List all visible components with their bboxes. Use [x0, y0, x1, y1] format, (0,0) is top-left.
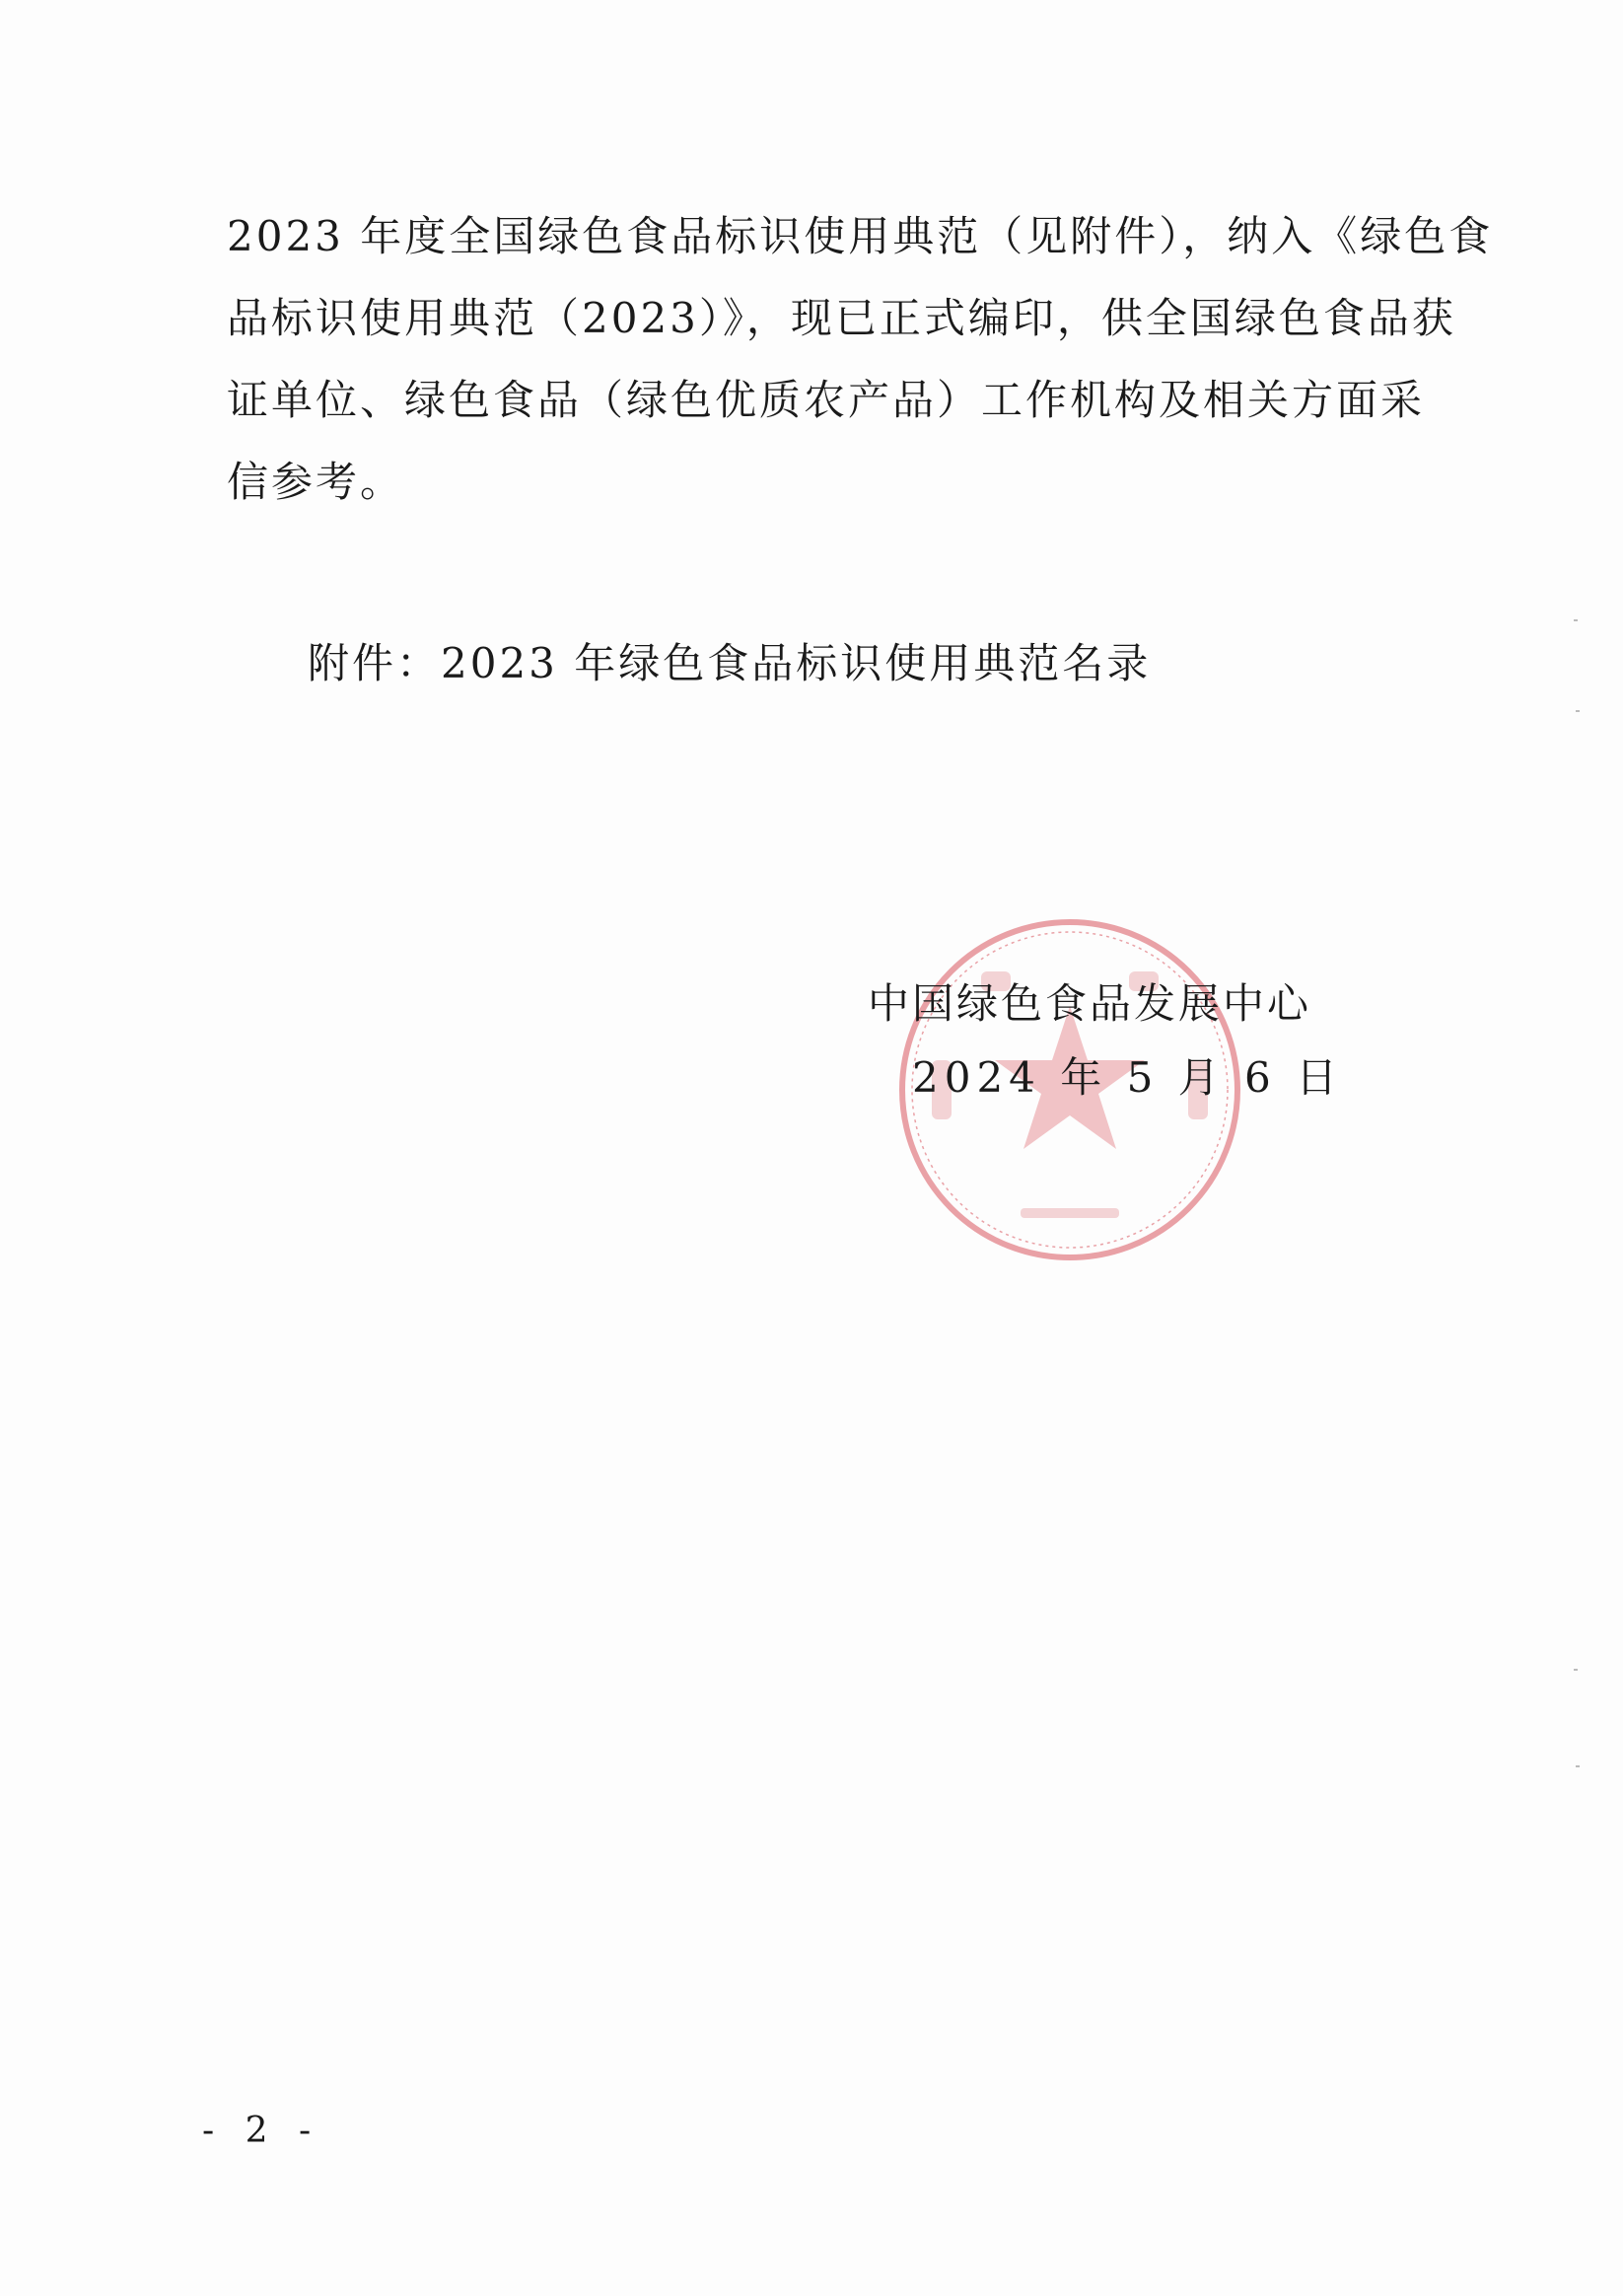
scan-speck — [1576, 1765, 1580, 1767]
body-line: 证单位、绿色食品（绿色优质农产品）工作机构及相关方面采 — [227, 376, 1426, 424]
body-line: 2023 年度全国绿色食品标识使用典范（见附件），纳入《绿色食 — [227, 212, 1494, 260]
page-number: - 2 - — [202, 2111, 321, 2151]
scan-speck — [1576, 710, 1580, 712]
signature-organization: 中国绿色食品发展中心 — [868, 979, 1312, 1028]
body-line: 信参考。 — [227, 458, 405, 506]
scan-speck — [1574, 619, 1578, 621]
scan-speck — [1574, 1669, 1578, 1671]
signature-date: 2024 年 5 月 6 日 — [912, 1053, 1344, 1102]
body-paragraph — [227, 195, 1494, 523]
body-line: 品标识使用典范（2023）》，现已正式编印，供全国绿色食品获 — [227, 294, 1456, 342]
attachment-line: 附件：2023 年绿色食品标识使用典范名录 — [308, 639, 1152, 687]
